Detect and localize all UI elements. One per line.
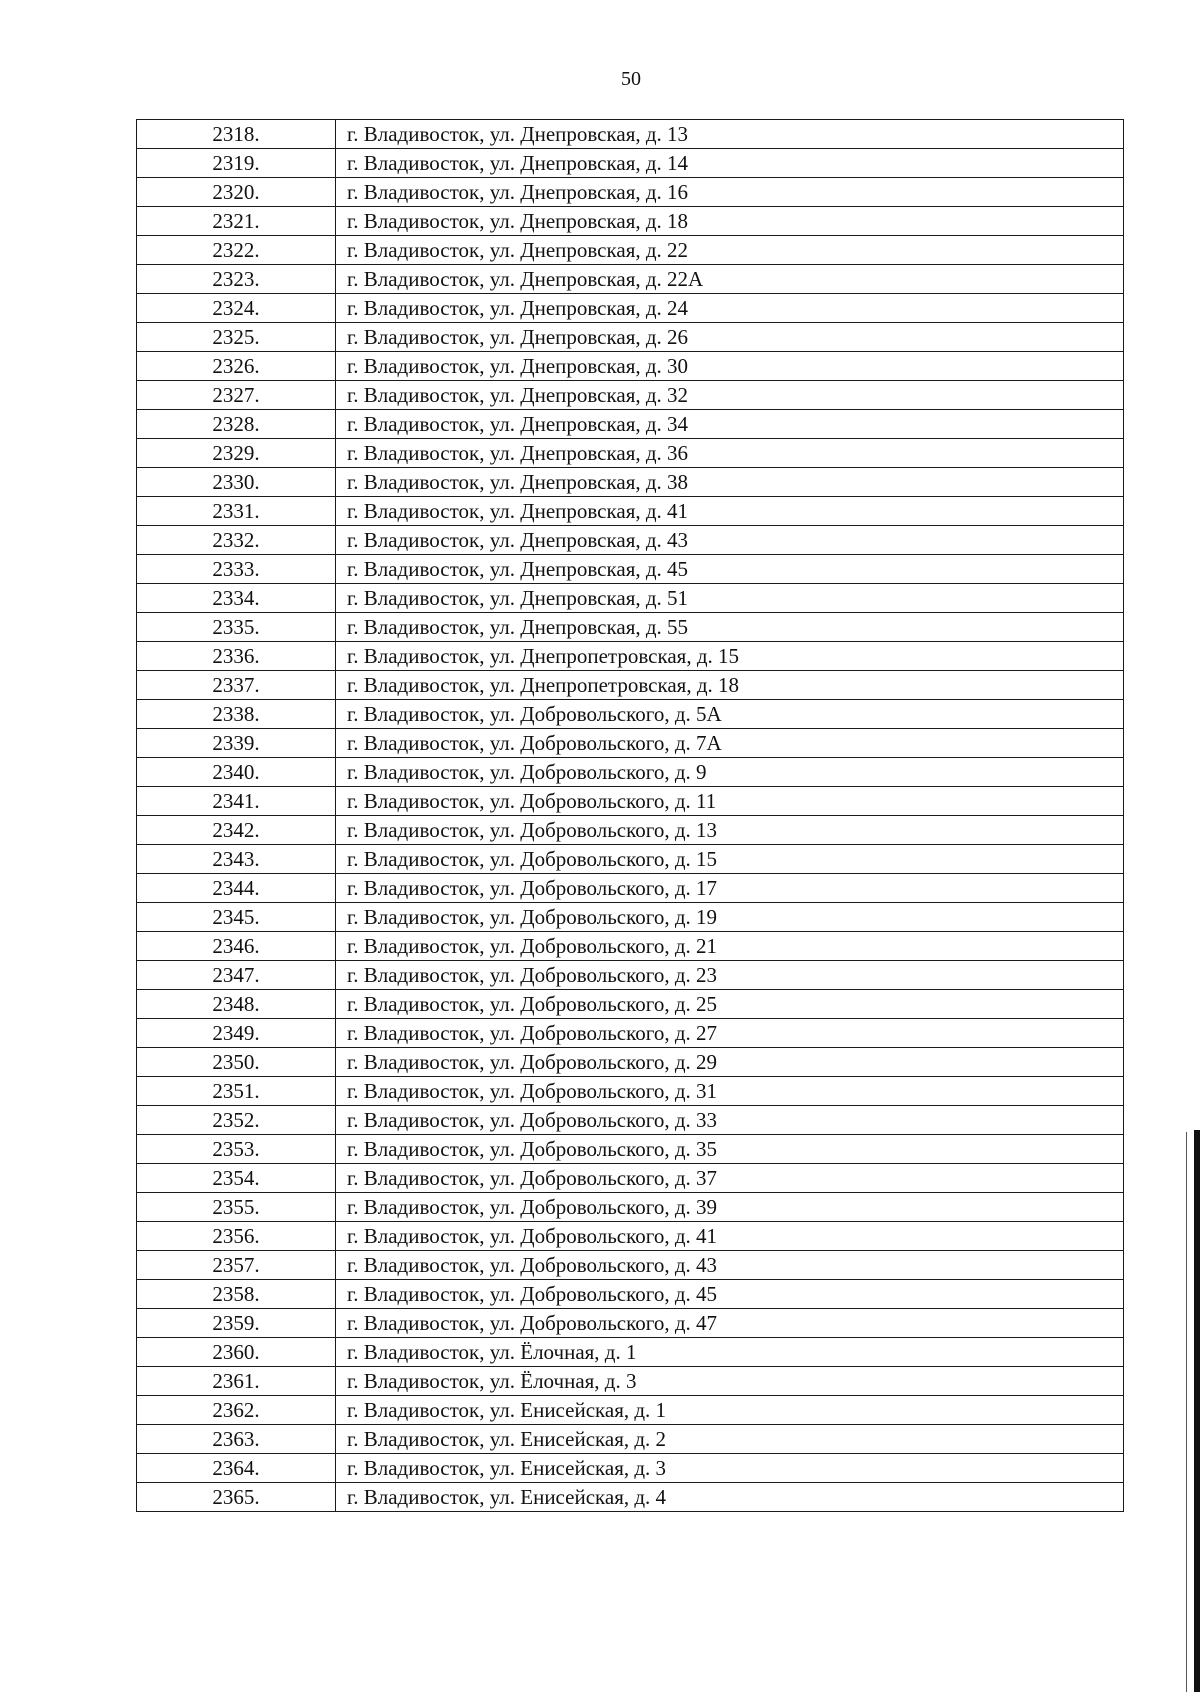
table-row: [137, 932, 1124, 961]
address-cell: г. Владивосток, ул. Днепровская, д. 45: [336, 555, 1124, 584]
row-number-cell: 2350.: [137, 1048, 336, 1077]
address-cell: г. Владивосток, ул. Добровольского, д. 31: [336, 1077, 1124, 1106]
row-number-cell: 2334.: [137, 584, 336, 613]
row-number-cell: 2361.: [137, 1367, 336, 1396]
table-row: [137, 410, 1124, 439]
row-number-cell: 2349.: [137, 1019, 336, 1048]
row-number-cell: 2332.: [137, 526, 336, 555]
address-cell: г. Владивосток, ул. Днепровская, д. 32: [336, 381, 1124, 410]
row-number-cell: 2354.: [137, 1164, 336, 1193]
row-number-cell: 2341.: [137, 787, 336, 816]
address-table: [136, 119, 1124, 1512]
row-number-cell: 2336.: [137, 642, 336, 671]
address-cell: г. Владивосток, ул. Добровольского, д. 5А: [336, 700, 1124, 729]
address-cell: г. Владивосток, ул. Добровольского, д. 27: [336, 1019, 1124, 1048]
row-number-cell: 2360.: [137, 1338, 336, 1367]
table-row: [137, 1222, 1124, 1251]
table-row: [137, 1193, 1124, 1222]
row-number-cell: 2356.: [137, 1222, 336, 1251]
address-cell: г. Владивосток, ул. Днепровская, д. 36: [336, 439, 1124, 468]
row-number-cell: 2319.: [137, 149, 336, 178]
table-row: [137, 758, 1124, 787]
row-number-cell: 2324.: [137, 294, 336, 323]
table-row: [137, 1280, 1124, 1309]
address-cell: г. Владивосток, ул. Добровольского, д. 33: [336, 1106, 1124, 1135]
address-cell: г. Владивосток, ул. Добровольского, д. 11: [336, 787, 1124, 816]
row-number-cell: 2342.: [137, 816, 336, 845]
row-number-cell: 2359.: [137, 1309, 336, 1338]
row-number-cell: 2355.: [137, 1193, 336, 1222]
row-number-cell: 2353.: [137, 1135, 336, 1164]
address-cell: г. Владивосток, ул. Добровольского, д. 7А: [336, 729, 1124, 758]
address-cell: г. Владивосток, ул. Добровольского, д. 41: [336, 1222, 1124, 1251]
scan-edge-line: [1186, 1132, 1187, 1692]
address-cell: г. Владивосток, ул. Добровольского, д. 39: [336, 1193, 1124, 1222]
address-cell: г. Владивосток, ул. Добровольского, д. 45: [336, 1280, 1124, 1309]
address-cell: г. Владивосток, ул. Днепровская, д. 51: [336, 584, 1124, 613]
address-cell: г. Владивосток, ул. Днепровская, д. 41: [336, 497, 1124, 526]
row-number-cell: 2364.: [137, 1454, 336, 1483]
row-number-cell: 2320.: [137, 178, 336, 207]
row-number-cell: 2331.: [137, 497, 336, 526]
table-row: [137, 1106, 1124, 1135]
table-row: [137, 1251, 1124, 1280]
table-row: [137, 1164, 1124, 1193]
table-row: [137, 1396, 1124, 1425]
address-cell: г. Владивосток, ул. Добровольского, д. 25: [336, 990, 1124, 1019]
row-number-cell: 2325.: [137, 323, 336, 352]
table-row: [137, 700, 1124, 729]
table-row: [137, 236, 1124, 265]
address-cell: г. Владивосток, ул. Добровольского, д. 43: [336, 1251, 1124, 1280]
address-cell: г. Владивосток, ул. Добровольского, д. 19: [336, 903, 1124, 932]
row-number-cell: 2345.: [137, 903, 336, 932]
row-number-cell: 2330.: [137, 468, 336, 497]
table-row: [137, 1135, 1124, 1164]
address-cell: г. Владивосток, ул. Днепровская, д. 24: [336, 294, 1124, 323]
address-cell: г. Владивосток, ул. Днепровская, д. 38: [336, 468, 1124, 497]
scan-edge-bar: [1194, 1130, 1200, 1692]
row-number-cell: 2365.: [137, 1483, 336, 1512]
address-cell: г. Владивосток, ул. Добровольского, д. 47: [336, 1309, 1124, 1338]
address-table-body: [137, 120, 1124, 1512]
address-cell: г. Владивосток, ул. Ёлочная, д. 3: [336, 1367, 1124, 1396]
table-row: [137, 787, 1124, 816]
address-cell: г. Владивосток, ул. Днепровская, д. 30: [336, 352, 1124, 381]
row-number-cell: 2333.: [137, 555, 336, 584]
table-row: [137, 961, 1124, 990]
row-number-cell: 2363.: [137, 1425, 336, 1454]
row-number-cell: 2340.: [137, 758, 336, 787]
row-number-cell: 2326.: [137, 352, 336, 381]
row-number-cell: 2338.: [137, 700, 336, 729]
address-cell: г. Владивосток, ул. Енисейская, д. 4: [336, 1483, 1124, 1512]
address-cell: г. Владивосток, ул. Днепровская, д. 22А: [336, 265, 1124, 294]
table-row: [137, 729, 1124, 758]
row-number-cell: 2329.: [137, 439, 336, 468]
table-row: [137, 381, 1124, 410]
page-number: 50: [621, 68, 641, 90]
address-cell: г. Владивосток, ул. Добровольского, д. 17: [336, 874, 1124, 903]
table-row: [137, 207, 1124, 236]
table-row: [137, 874, 1124, 903]
table-row: [137, 1077, 1124, 1106]
address-cell: г. Владивосток, ул. Добровольского, д. 13: [336, 816, 1124, 845]
address-cell: г. Владивосток, ул. Енисейская, д. 3: [336, 1454, 1124, 1483]
table-row: [137, 178, 1124, 207]
table-row: [137, 352, 1124, 381]
table-row: [137, 1048, 1124, 1077]
row-number-cell: 2327.: [137, 381, 336, 410]
address-cell: г. Владивосток, ул. Днепровская, д. 13: [336, 120, 1124, 149]
address-cell: г. Владивосток, ул. Днепровская, д. 26: [336, 323, 1124, 352]
table-row: [137, 526, 1124, 555]
row-number-cell: 2321.: [137, 207, 336, 236]
table-row: [137, 671, 1124, 700]
row-number-cell: 2362.: [137, 1396, 336, 1425]
row-number-cell: 2358.: [137, 1280, 336, 1309]
table-row: [137, 1338, 1124, 1367]
row-number-cell: 2339.: [137, 729, 336, 758]
table-row: [137, 816, 1124, 845]
address-cell: г. Владивосток, ул. Днепровская, д. 22: [336, 236, 1124, 265]
address-cell: г. Владивосток, ул. Днепропетровская, д. 15: [336, 642, 1124, 671]
address-cell: г. Владивосток, ул. Ёлочная, д. 1: [336, 1338, 1124, 1367]
row-number-cell: 2323.: [137, 265, 336, 294]
table-row: [137, 903, 1124, 932]
address-cell: г. Владивосток, ул. Днепропетровская, д. 18: [336, 671, 1124, 700]
row-number-cell: 2352.: [137, 1106, 336, 1135]
table-row: [137, 642, 1124, 671]
table-row: [137, 555, 1124, 584]
table-row: [137, 990, 1124, 1019]
table-row: [137, 1425, 1124, 1454]
address-cell: г. Владивосток, ул. Добровольского, д. 37: [336, 1164, 1124, 1193]
table-row: [137, 497, 1124, 526]
row-number-cell: 2346.: [137, 932, 336, 961]
address-cell: г. Владивосток, ул. Днепровская, д. 16: [336, 178, 1124, 207]
table-row: [137, 294, 1124, 323]
table-row: [137, 1454, 1124, 1483]
address-cell: г. Владивосток, ул. Днепровская, д. 55: [336, 613, 1124, 642]
address-cell: г. Владивосток, ул. Днепровская, д. 18: [336, 207, 1124, 236]
table-row: [137, 1019, 1124, 1048]
table-row: [137, 468, 1124, 497]
row-number-cell: 2318.: [137, 120, 336, 149]
row-number-cell: 2328.: [137, 410, 336, 439]
table-row: [137, 120, 1124, 149]
table-row: [137, 149, 1124, 178]
table-row: [137, 323, 1124, 352]
row-number-cell: 2348.: [137, 990, 336, 1019]
table-row: [137, 584, 1124, 613]
table-row: [137, 1483, 1124, 1512]
table-row: [137, 845, 1124, 874]
row-number-cell: 2344.: [137, 874, 336, 903]
row-number-cell: 2337.: [137, 671, 336, 700]
address-cell: г. Владивосток, ул. Днепровская, д. 34: [336, 410, 1124, 439]
address-cell: г. Владивосток, ул. Добровольского, д. 9: [336, 758, 1124, 787]
row-number-cell: 2351.: [137, 1077, 336, 1106]
row-number-cell: 2347.: [137, 961, 336, 990]
table-row: [137, 1367, 1124, 1396]
address-cell: г. Владивосток, ул. Добровольского, д. 35: [336, 1135, 1124, 1164]
address-cell: г. Владивосток, ул. Добровольского, д. 15: [336, 845, 1124, 874]
table-row: [137, 265, 1124, 294]
row-number-cell: 2322.: [137, 236, 336, 265]
address-cell: г. Владивосток, ул. Добровольского, д. 23: [336, 961, 1124, 990]
address-cell: г. Владивосток, ул. Днепровская, д. 14: [336, 149, 1124, 178]
row-number-cell: 2357.: [137, 1251, 336, 1280]
address-cell: г. Владивосток, ул. Енисейская, д. 1: [336, 1396, 1124, 1425]
table-row: [137, 1309, 1124, 1338]
row-number-cell: 2335.: [137, 613, 336, 642]
address-cell: г. Владивосток, ул. Днепровская, д. 43: [336, 526, 1124, 555]
row-number-cell: 2343.: [137, 845, 336, 874]
address-cell: г. Владивосток, ул. Добровольского, д. 21: [336, 932, 1124, 961]
address-cell: г. Владивосток, ул. Добровольского, д. 29: [336, 1048, 1124, 1077]
table-row: [137, 613, 1124, 642]
table-row: [137, 439, 1124, 468]
address-cell: г. Владивосток, ул. Енисейская, д. 2: [336, 1425, 1124, 1454]
